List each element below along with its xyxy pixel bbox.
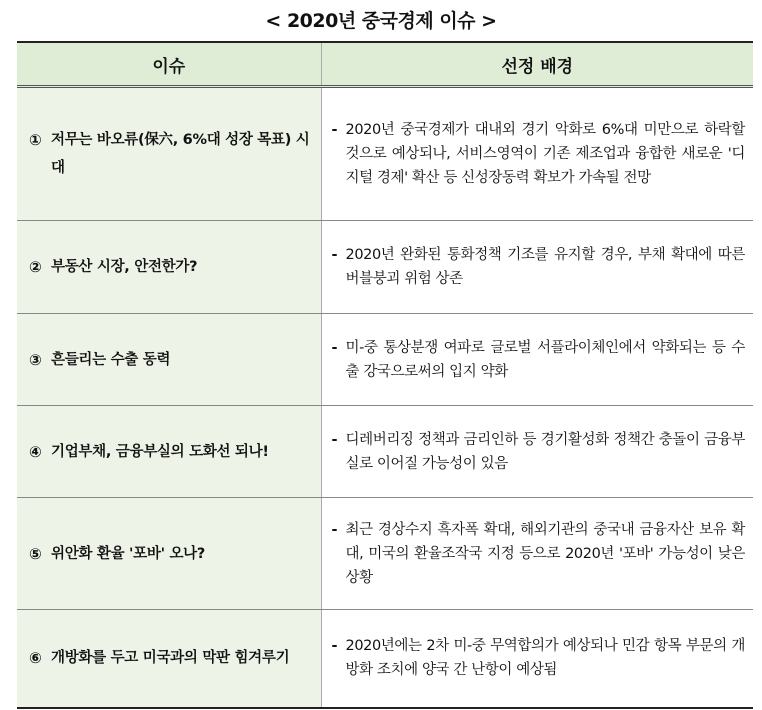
issue-number: ② bbox=[29, 258, 42, 276]
issue-title: 부동산 시장, 안전한가? bbox=[51, 259, 198, 275]
background-cell bbox=[321, 610, 753, 708]
issue-number: ④ bbox=[29, 442, 42, 461]
bullet-dash: - bbox=[331, 122, 338, 138]
issue-cell bbox=[17, 314, 321, 406]
issue-title: 흔들리는 수출 동력 bbox=[51, 351, 171, 368]
background-text: 2020년 중국경제가 대내외 경기 악화로 6%대 미만으로 하락할 것으로 예상되나, 서비스영역이 기존 제조업과 융합한 새로운 '디지털 경제' 확산 등 신성장동력 확보가 가속될 전망 bbox=[345, 122, 745, 186]
issue-cell bbox=[17, 406, 321, 498]
background-text: 2020년에는 2차 미-중 무역합의가 예상되나 민감 항목 부문의 개방화 조치에 양국 간 난항이 예상됨 bbox=[345, 638, 745, 679]
issue-title: 개방화를 두고 미국과의 막판 힘겨루기 bbox=[51, 650, 290, 667]
header-issue: 이슈 bbox=[17, 42, 321, 87]
background-cell bbox=[321, 314, 753, 406]
issue-number: ⑤ bbox=[29, 544, 42, 563]
header-background: 선정 배경 bbox=[321, 42, 753, 87]
background-cell bbox=[321, 87, 753, 221]
bullet-dash: - bbox=[331, 638, 338, 655]
issue-title: 기업부채, 금융부실의 도화선 되나! bbox=[51, 443, 269, 460]
issue-cell bbox=[17, 87, 321, 221]
background-text: 2020년 완화된 통화정책 기조를 유지할 경우, 부채 확대에 따른 버블붕괴 위험 상존 bbox=[345, 247, 745, 287]
issues-table bbox=[17, 41, 753, 709]
background-text: 디레버리징 정책과 금리인하 등 경기활성화 정책간 충돌이 금융부실로 이어질 가능성이 있음 bbox=[345, 431, 745, 472]
background-cell bbox=[321, 406, 753, 498]
issue-number: ① bbox=[29, 131, 42, 149]
issue-cell bbox=[17, 610, 321, 708]
table-row bbox=[17, 406, 753, 498]
table-row bbox=[17, 498, 753, 610]
bullet-dash: - bbox=[331, 247, 338, 263]
issue-cell bbox=[17, 221, 321, 314]
page-title: < 2020년 중국경제 이슈 > bbox=[265, 10, 497, 32]
background-text: 최근 경상수지 흑자폭 확대, 해외기관의 중국내 금융자산 보유 확대, 미국의 환율조작국 지정 등으로 2020년 '포바' 가능성이 낮은 상황 bbox=[345, 521, 745, 586]
bullet-dash: - bbox=[331, 431, 338, 448]
issue-title: 위안화 환율 '포바' 오나? bbox=[51, 545, 205, 562]
table-row bbox=[17, 314, 753, 406]
bullet-dash: - bbox=[331, 521, 338, 538]
table-header-row bbox=[17, 42, 753, 87]
issue-title: 저무는 바오류(保六, 6%대 성장 목표) 시대 bbox=[51, 132, 310, 176]
bullet-dash: - bbox=[331, 339, 338, 356]
table-row bbox=[17, 221, 753, 314]
issue-number: ③ bbox=[29, 350, 42, 369]
background-text: 미-중 통상분쟁 여파로 글로벌 서플라이체인에서 약화되는 등 수출 강국으로써의 입지 약화 bbox=[345, 339, 745, 380]
issue-number: ⑥ bbox=[29, 649, 42, 668]
background-cell bbox=[321, 221, 753, 314]
issue-cell bbox=[17, 498, 321, 610]
background-cell bbox=[321, 498, 753, 610]
table-row bbox=[17, 610, 753, 708]
table-row bbox=[17, 87, 753, 221]
